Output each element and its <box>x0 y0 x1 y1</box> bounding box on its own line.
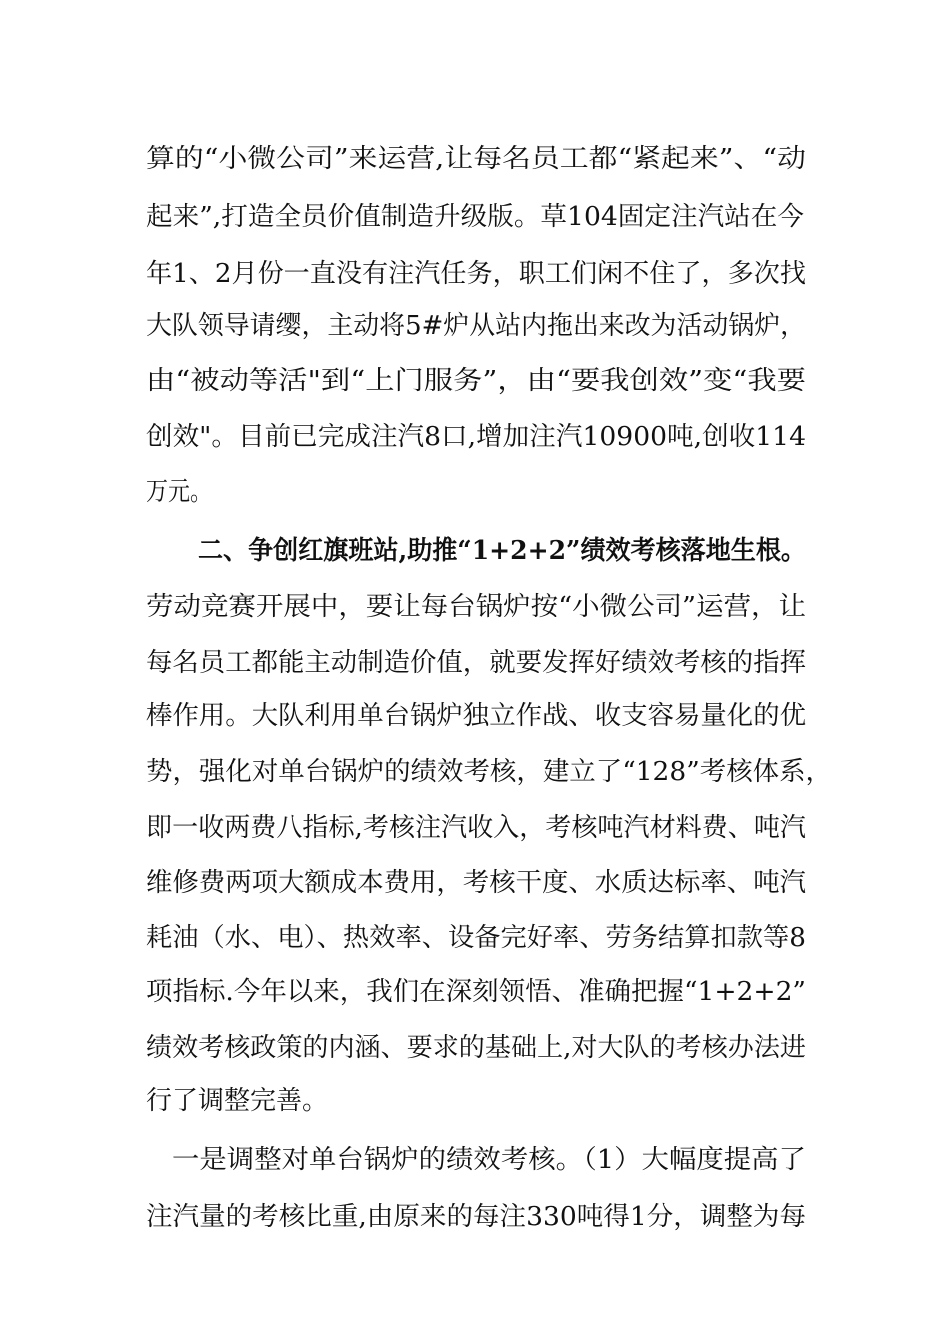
line-text: 年1、2月份一直没有注汽任务，职工们闲不住了，多次找 <box>146 259 806 289</box>
line-text: 由“被动等活"到“上门服务”，由“要我创效”变“我要 <box>146 366 806 396</box>
line-text: 即一收两费八指标,考核注汽收入，考核吨汽材料费、吨汽 <box>146 813 806 843</box>
line-text: 一是调整对单台锅炉的绩效考核。（1）大幅度提高了 <box>172 1145 806 1175</box>
text-line <box>0 584 950 630</box>
text-line <box>0 358 950 404</box>
text-line <box>0 194 950 240</box>
text-line <box>0 860 950 906</box>
line-text: 维修费两项大额成本费用，考核干度、水质达标率、吨汽 <box>146 868 807 898</box>
text-line <box>0 640 950 686</box>
text-line <box>0 469 950 515</box>
text-line <box>0 805 950 851</box>
text-line <box>0 136 950 182</box>
line-text: 万元。 <box>146 477 213 507</box>
text-line <box>0 1078 950 1124</box>
line-text: 劳动竞赛开展中，要让每台锅炉按“小微公司”运营，让 <box>146 592 807 622</box>
line-text: 大队领导请缨，主动将5#炉从站内拖出来改为活动锅炉， <box>146 311 807 341</box>
heading-text: 二、争创红旗班站,助推“1+2+2”绩效考核落地生根。 <box>198 536 806 566</box>
line-text: 势，强化对单台锅炉的绩效考核，建立了“128”考核体系， <box>146 757 833 787</box>
line-text: 创效"。目前已完成注汽8口,增加注汽10900吨,创收114 <box>146 422 807 452</box>
line-text: 棒作用。大队利用单台锅炉独立作战、收支容易量化的优 <box>146 701 807 731</box>
line-text: 行了调整完善。 <box>146 1086 328 1116</box>
line-text: 注汽量的考核比重,由原来的每注330吨得1分，调整为每 <box>146 1202 807 1232</box>
text-line <box>0 303 950 349</box>
text-line <box>0 1137 950 1183</box>
section-heading <box>0 528 950 574</box>
line-text: 算的“小微公司”来运营,让每名员工都“紧起来”、“动 <box>146 144 806 174</box>
text-line <box>0 251 950 297</box>
text-line <box>0 1025 950 1071</box>
line-text: 每名员工都能主动制造价值，就要发挥好绩效考核的指挥 <box>146 648 807 678</box>
line-text: 耗油（水、电）、热效率、设备完好率、劳务结算扣款等8 <box>146 923 807 953</box>
line-text: 绩效考核政策的内涵、要求的基础上,对大队的考核办法进 <box>146 1033 806 1063</box>
line-text: 起来”,打造全员价值制造升级版。草104固定注汽站在今 <box>146 202 804 232</box>
text-line <box>0 915 950 961</box>
line-text: 项指标.今年以来，我们在深刻领悟、准确把握“1+2+2” <box>146 977 806 1007</box>
text-line <box>0 693 950 739</box>
text-line <box>0 414 950 460</box>
text-line <box>0 969 950 1015</box>
text-line <box>0 1194 950 1240</box>
text-line <box>0 749 950 795</box>
